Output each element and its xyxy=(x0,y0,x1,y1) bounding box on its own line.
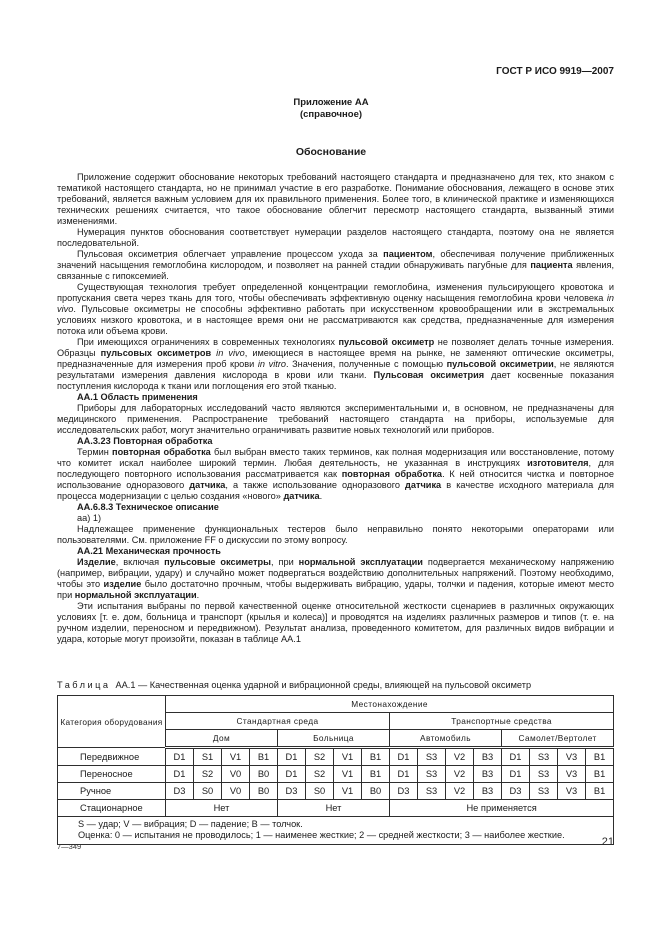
table-value-cell: D1 xyxy=(390,748,418,766)
heading-aa21: АА.21 Механическая прочность xyxy=(77,546,221,556)
table-value-cell: D1 xyxy=(390,766,418,783)
table-value-cell: B0 xyxy=(362,783,390,800)
table-category-cell: Стационарное xyxy=(58,800,166,817)
table-header-cell: Транспортные средства xyxy=(390,713,614,730)
table-value-cell: S1 xyxy=(194,748,222,766)
table-header-cell: Самолет/Вертолет xyxy=(502,730,614,748)
table-category-cell: Переносное xyxy=(58,766,166,783)
paragraph-numbering: Нумерация пунктов обоснования соответствует нумерации разделов настоящего стандарта, поэтому она не является последовательной. xyxy=(57,227,614,248)
table-row xyxy=(58,800,614,817)
table-value-cell: B0 xyxy=(250,766,278,783)
paragraph-technology: Существующая технология требует определенной концентрации гемоглобина, изменения пульсирующего кровотока и пропускания света через ткань для того, чтобы обеспечивать эффективную оценку насыщения гемоглобина крови человека in vivo. Пульсовые оксиметры не способны эффективно работать при искусственном кровообращении или в экстремальных условиях низкого кровотока, и в настоящее время они не рассматриваются как средства, предназначенные для измерения потока или объема крови. xyxy=(57,282,614,336)
table-value-cell: D1 xyxy=(166,766,194,783)
table-value-cell: B1 xyxy=(586,783,614,800)
table-caption-word: Таблица xyxy=(57,680,111,690)
table-value-cell: B1 xyxy=(250,748,278,766)
heading-aa3-23: АА.3.23 Повторная обработка xyxy=(77,436,213,446)
table-value-cell: V3 xyxy=(558,783,586,800)
appendix-block xyxy=(0,97,662,120)
paragraph-aa21-1: Изделие, включая пульсовые оксиметры, при нормальной эксплуатации подвергается механическому напряжению (например, вибрации, удару) и случайно может подвергаться воздействию дополнительных напряжений. Поэтому необходимо, чтобы это изделие было достаточно прочным, чтобы выдерживать вибрацию, удары, толчки и падения, которые имеют место при нормальной эксплуатации. xyxy=(57,557,614,600)
paragraph-intro: Приложение содержит обоснование некоторых требований настоящего стандарта и предназначено для тех, кто знаком с тематикой настоящего стандарта, но не принимал участие в его разработке. Понимание обоснования, лежащего в основе этих требований, является важным условием для их правильного применения. Более того, в клинической практике и изменяющихся технических решениях считается, что такое обоснование облегчит пересмотр настоящего стандарта, вызванный этими изменениями. xyxy=(57,172,614,226)
table-value-cell: V2 xyxy=(446,766,474,783)
table-value-cell: V1 xyxy=(334,766,362,783)
table-header-cell: Автомобиль xyxy=(390,730,502,748)
table-value-cell: V1 xyxy=(222,748,250,766)
table-value-cell: B3 xyxy=(474,766,502,783)
paragraph-aa1: Приборы для лабораторных исследований часто являются экспериментальными и, в основном, не предназначены для медицинского применения. Распространение требований настоящего стандарта на приборы, используемые для исследовательских работ, могут значительно ограничивать развитие новых технологий или приборов. xyxy=(57,403,614,435)
table-value-cell: B1 xyxy=(586,748,614,766)
table-value-cell: D3 xyxy=(390,783,418,800)
table-value-cell: S0 xyxy=(194,783,222,800)
body-text xyxy=(57,172,614,677)
table-value-cell: D3 xyxy=(502,783,530,800)
table-header-cell: Дом xyxy=(166,730,278,748)
list-item-aa: аа) 1) xyxy=(77,513,102,523)
table-value-cell: V1 xyxy=(334,748,362,766)
page-title: Обоснование xyxy=(295,146,367,158)
table-value-cell: Нет xyxy=(278,800,390,817)
table-header-cell: Категория оборудования xyxy=(58,696,166,748)
table-value-cell: B0 xyxy=(250,783,278,800)
table-value-cell: B1 xyxy=(586,766,614,783)
table-value-cell: D1 xyxy=(166,748,194,766)
table-caption-text: АА.1 — Качественная оценка ударной и вибрационной среды, влияющей на пульсовой оксиметр xyxy=(115,680,532,690)
table-value-cell: B3 xyxy=(474,783,502,800)
table-caption xyxy=(57,680,614,690)
table-value-cell: S3 xyxy=(418,748,446,766)
table-row xyxy=(58,696,614,713)
table-value-cell: B1 xyxy=(362,748,390,766)
table-footnote-line: S — удар; V — вибрация; D — падение; B — толчок. xyxy=(78,819,303,829)
table-value-cell: V3 xyxy=(558,766,586,783)
table-value-cell: S3 xyxy=(530,748,558,766)
table-value-cell: D1 xyxy=(278,766,306,783)
table-header-cell: Стандартная среда xyxy=(166,713,390,730)
table-value-cell: D1 xyxy=(502,766,530,783)
table-value-cell: Нет xyxy=(166,800,278,817)
paragraph-aa21-2: Эти испытания выбраны по первой качественной оценке относительной жесткости сценариев в различных окружающих условиях [т. е. дом, больница и транспорт (крылья и колеса)] и проводятся на изделиях различных размеров и типов (т. е. на ручном изделии, переносном и передвижном). Результат анализа, проведенного комитетом, для различных видов вибрации и удара, которые могут произойти, показан в таблице АА.1 xyxy=(57,601,614,644)
appendix-title: Приложение АА xyxy=(293,97,369,108)
table-category-cell: Передвижное xyxy=(58,748,166,766)
table-value-cell: S3 xyxy=(418,783,446,800)
table-value-cell: B1 xyxy=(362,766,390,783)
paragraph-limitations: При имеющихся ограничениях в современных технологиях пульсовой оксиметр не позволяет делать точные измерения. Образцы пульсовых оксиметров in vivo, имеющиеся в настоящее время на рынке, не заменяют оптические оксиметры, предназначенные для измерения проб крови in vitro. Значения, полученные с помощью пульсовой оксиметрии, не являются результатами измерения давления кислорода в крови или ткани. Пульсовая оксиметрия дает косвенные показания поступления кислорода к ткани или поглощения его этой тканью. xyxy=(57,337,614,391)
table-header-cell: Больница xyxy=(278,730,390,748)
page-number: 21 xyxy=(601,836,614,848)
table-header-cell: Местонахождение xyxy=(166,696,614,713)
table-value-cell: S3 xyxy=(530,783,558,800)
table-row xyxy=(58,748,614,766)
table-value-cell: S3 xyxy=(530,766,558,783)
table-row xyxy=(58,783,614,800)
table-value-cell: V0 xyxy=(222,766,250,783)
table-value-cell: S0 xyxy=(306,783,334,800)
table-value-cell: V3 xyxy=(558,748,586,766)
table-value-cell: D1 xyxy=(502,748,530,766)
table-value-cell: S2 xyxy=(306,766,334,783)
appendix-subtitle: (справочное) xyxy=(299,108,363,120)
table-value-cell: V1 xyxy=(334,783,362,800)
table-value-cell: D3 xyxy=(278,783,306,800)
table-row xyxy=(58,766,614,783)
table-value-cell: S2 xyxy=(306,748,334,766)
table-value-cell: V2 xyxy=(446,748,474,766)
table-value-cell: V0 xyxy=(222,783,250,800)
table-value-cell: S2 xyxy=(194,766,222,783)
table-value-cell: Не применяется xyxy=(390,800,614,817)
paragraph-aa6-8-3: Надлежащее применение функциональных тестеров было неправильно понято некоторыми операторами или пользователями. См. приложение FF о дискуссии по этому вопросу. xyxy=(57,524,614,545)
table-value-cell: V2 xyxy=(446,783,474,800)
table-category-cell: Ручное xyxy=(58,783,166,800)
heading-aa1: АА.1 Область применения xyxy=(77,392,198,402)
footer-print-code: 7—349 xyxy=(57,842,82,851)
paragraph-aa3-23: Термин повторная обработка был выбран вместо таких терминов, как полная модернизация или восстановление, потому что комитет искал наиболее широкий термин. Любая деятельность, не указанная в инструкциях изготовителя, для последующего повторного использования рассматривается как повторная обработка. К ней относится чистка и повторное использование одноразового датчика, а также использование одноразового датчика в качестве исходного материала для процесса модернизации с целью создания «нового» датчика. xyxy=(57,447,614,501)
doc-number: ГОСТ Р ИСО 9919—2007 xyxy=(496,66,614,77)
heading-aa6-8-3: АА.6.8.3 Техническое описание xyxy=(77,502,219,512)
table-value-cell: D3 xyxy=(166,783,194,800)
paragraph-oximetry-care: Пульсовая оксиметрия облегчает управление процессом ухода за пациентом, обеспечивая получение приближенных значений насыщения гемоглобина кислородом, и позволяет на ранней стадии обнаруживать пагубные для пациента явления, связанные с гипоксемией. xyxy=(57,249,614,281)
table-value-cell: D1 xyxy=(278,748,306,766)
table-aa1 xyxy=(57,695,614,845)
table-footnote-line: Оценка: 0 — испытания не проводилось; 1 — наименее жесткие; 2 — средней жесткости; 3 — наиболее жесткие. xyxy=(78,830,565,840)
table-value-cell: B3 xyxy=(474,748,502,766)
table-value-cell: S3 xyxy=(418,766,446,783)
